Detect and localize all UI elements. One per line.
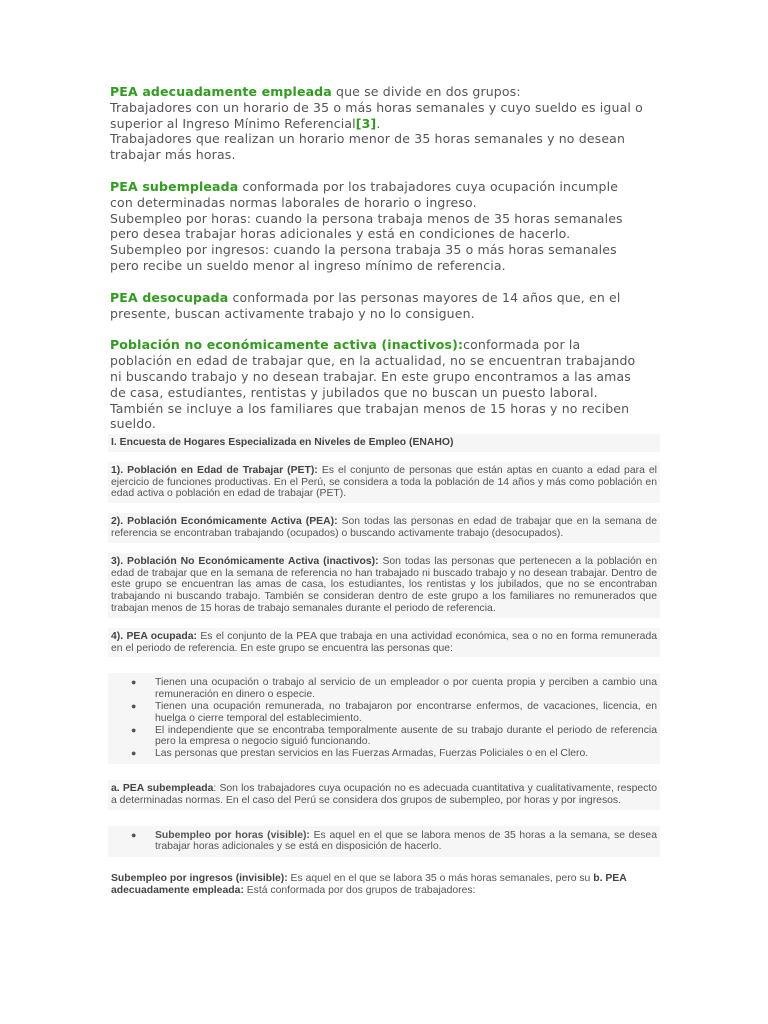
list-item: ● Subempleo por horas (visible): Es aquel en el que se labora menos de 35 horas a la semana, se desea trabajar horas adicionales y se está en disposición de hacerlo. <box>131 829 657 853</box>
enaho-title-block <box>108 434 660 452</box>
enaho-pea-subempleada: a. PEA subempleada: Son los trabajadores cuya ocupación no es adecuada cuantitativa y cualitativamente, respecto a determinadas normas. En el caso del Perú se considera dos grupos de subempleo, por horas y por ingresos. <box>108 780 660 810</box>
bullet-icon: ● <box>131 700 137 711</box>
heading-pea-adecuada: PEA adecuadamente empleada <box>110 84 332 99</box>
paragraph-pea-desocupada: PEA desocupada conformada por las personas mayores de 14 años que, en el presente, buscan activamente trabajo y no lo consiguen. <box>110 289 621 321</box>
paragraph-pnea: Población no económicamente activa (inactivos):conformada por la población en edad de trabajar que, en la actualidad, no se encuentran trabajando ni buscando trabajo y no desean trabajar. En este grupo encontramos a las amas de casa, estudiantes, rentistas y jubilados que no buscan un puesto laboral. También se incluye a los familiares que trabajan menos de 15 horas y no reciben sueldo. <box>110 337 636 432</box>
heading-pea-desocupada: PEA desocupada <box>110 289 229 305</box>
bullet-icon: ● <box>131 724 137 735</box>
enaho-item-pea: 2). Población Económicamente Activa (PEA): Son todas las personas en edad de trabajar que en la semana de referencia se encontraban trabajando (ocupados) o buscando activamente trabajo (desocupados). <box>108 513 660 543</box>
enaho-final-paragraph: Subempleo por ingresos (invisible): Es aquel en el que se labora 35 o más horas semanales, pero su b. PEA adecuadamente empleada: Está conformada por dos grupos de trabajadores: <box>111 873 627 896</box>
paragraph-pea-adecuada: PEA adecuadamente empleada que se divide en dos grupos: Trabajadores con un horario de 35 o más horas semanales y cuyo sueldo es igual o superior al Ingreso Mínimo Referencial[3]. Trabajadores que realizan un horario menor de 35 horas semanales y no desean trabajar más horas. <box>110 84 643 163</box>
list-item: ● Las personas que prestan servicios en las Fuerzas Armadas, Fuerzas Policiales o en el Clero. <box>131 748 589 760</box>
footnote-link[interactable]: [3] <box>355 115 377 131</box>
pea-ocupada-bullet-list <box>108 673 660 764</box>
enaho-section <box>108 434 660 897</box>
bullet-icon: ● <box>131 829 137 840</box>
subempleo-bullet-list <box>108 826 660 858</box>
list-item: ● Tienen una ocupación remunerada, no trabajaron por encontrarse enfermos, de vacaciones, licencia, en huelga o cierre temporal del establecimiento. <box>131 700 657 724</box>
enaho-title: I. Encuesta de Hogares Especializada en Niveles de Empleo (ENAHO) <box>111 437 454 448</box>
enaho-item-pea-ocupada: 4). PEA ocupada: Es el conjunto de la PEA que trabaja en una actividad económica, sea o no en forma remunerada en el periodo de referencia. En este grupo se encuentra las personas que: <box>108 628 660 658</box>
heading-pnea: Población no económicamente activa (inactivos): <box>110 337 464 353</box>
definitions-section <box>110 84 645 448</box>
list-item: ● Tienen una ocupación o trabajo al servicio de un empleador o por cuenta propia y perciben a cambio una remuneración en dinero o especie. <box>131 677 657 701</box>
bullet-icon: ● <box>131 748 137 759</box>
heading-pea-subempleada: PEA subempleada <box>110 178 239 194</box>
list-item: ● El independiente que se encontraba temporalmente ausente de su trabajo durante el periodo de referencia pero la empresa o negocio siguió funcionando. <box>131 724 657 748</box>
enaho-item-pnea: 3). Población No Económicamente Activa (inactivos): Son todas las personas que pertenecen a la población en edad de trabajar que en la semana de referencia no han trabajado ni buscado trabajo y no desean trabajar. Dentro de este grupo se encuentran las amas de casa, los estudiantes, los rentistas y los jubilados, que no se encontraban trabajando ni buscando trabajo. También se consideran dentro de este grupo a los familiares no remunerados que trabajan menos de 15 horas de trabajo semanales durante el periodo de referencia. <box>108 553 660 618</box>
paragraph-pea-subempleada: PEA subempleada conformada por los trabajadores cuya ocupación incumple con determinadas normas laborales de horario o ingreso. Subempleo por horas: cuando la persona trabaja menos de 35 horas semanales pero desea trabajar horas adicionales y está en condiciones de hacerlo. Subempleo por ingresos: cuando la persona trabaja 35 o más horas semanales pero recibe un sueldo menor al ingreso mínimo de referencia. <box>110 178 623 273</box>
bullet-icon: ● <box>131 677 137 688</box>
enaho-item-pet: 1). Población en Edad de Trabajar (PET): Es el conjunto de personas que están aptas en cuanto a edad para el ejercicio de funciones productivas. En el Perú, se considera a toda la población de 14 años y más como población en edad activa o población en edad de trabajar (PET). <box>108 462 660 503</box>
